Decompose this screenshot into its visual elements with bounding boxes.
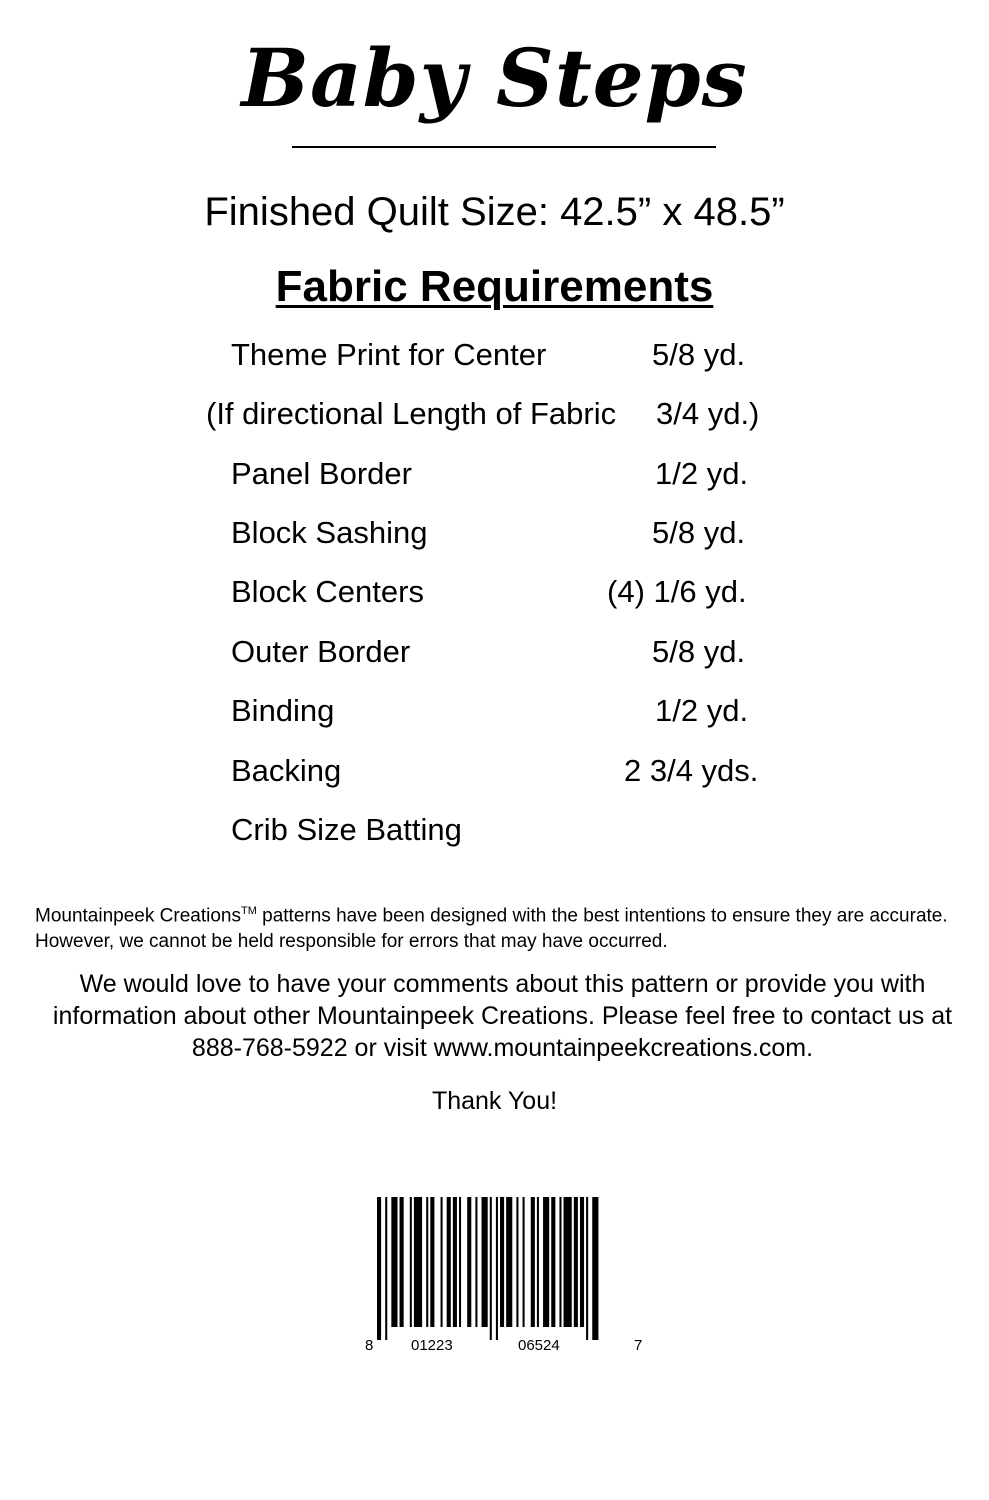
requirement-amount: 5/8 yd. [652, 337, 746, 372]
barcode-bar [506, 1197, 512, 1327]
brand-name: Mountainpeek Creations [35, 905, 241, 927]
pattern-title: Baby Steps [241, 31, 748, 125]
barcode-digit-last: 7 [634, 1337, 643, 1354]
barcode-bar [459, 1197, 461, 1327]
requirement-item: Crib Size Batting [231, 812, 462, 847]
barcode-bar [537, 1197, 539, 1327]
barcode-bar [426, 1197, 428, 1327]
fabric-requirements-heading: Fabric Requirements [275, 262, 714, 311]
requirement-item: Backing [231, 753, 342, 788]
barcode [365, 1197, 645, 1357]
barcode-bar [523, 1197, 525, 1327]
requirement-amount: 5/8 yd. [652, 634, 746, 669]
barcode-bar [467, 1197, 471, 1327]
requirement-item: Binding [231, 693, 335, 728]
barcode-bar [400, 1197, 404, 1327]
barcode-bar [377, 1197, 381, 1340]
requirement-amount: 2 3/4 yds. [624, 753, 759, 788]
barcode-digit-first: 8 [365, 1337, 374, 1354]
barcode-bar [551, 1197, 555, 1327]
barcode-bar [586, 1197, 588, 1340]
requirement-item: Panel Border [231, 456, 412, 491]
barcode-bar [447, 1197, 451, 1327]
barcode-bar [490, 1197, 492, 1340]
trademark-mark: TM [240, 905, 257, 917]
requirement-item: Block Sashing [231, 515, 428, 550]
barcode-bar [592, 1197, 598, 1340]
barcode-bar [475, 1197, 477, 1327]
requirement-item: Block Centers [231, 574, 424, 609]
barcode-bar [500, 1197, 504, 1327]
finished-size: Finished Quilt Size: 42.5” x 48.5” [204, 190, 785, 234]
thank-you: Thank You! [431, 1087, 558, 1115]
barcode-bar [559, 1197, 561, 1327]
barcode-bar [564, 1197, 572, 1327]
requirement-amount: 1/2 yd. [655, 456, 749, 491]
requirement-amount: 5/8 yd. [652, 515, 746, 550]
barcode-bar [385, 1197, 387, 1340]
barcode-bar [531, 1197, 535, 1327]
barcode-bar [430, 1197, 434, 1327]
barcode-bar [453, 1197, 457, 1327]
disclaimer [35, 898, 975, 955]
requirement-item: (If directional Length of Fabric [206, 396, 617, 431]
requirement-amount: 3/4 yd.) [656, 396, 760, 431]
barcode-bar [580, 1197, 584, 1327]
requirement-item: Theme Print for Center [231, 337, 547, 372]
barcode-bar [516, 1197, 518, 1327]
contact-paragraph: We would love to have your comments about this pattern or provide you with information about other Mountainpeek Creations. Please feel free to contact us at 888-768-5922 or visit www.mountainpeekcreations.com. [52, 970, 953, 1062]
barcode-bar [482, 1197, 488, 1327]
barcode-bar [496, 1197, 498, 1340]
barcode-bar [543, 1197, 549, 1327]
disclaimer-text: patterns have been designed with the best intentions to ensure they are accurate. However, we cannot be held responsible for errors that may have occurred. [35, 905, 948, 953]
barcode-bar [574, 1197, 578, 1327]
barcode-bar [391, 1197, 397, 1327]
barcode-bar [414, 1197, 422, 1327]
title-underline [292, 146, 716, 148]
requirement-item: Outer Border [231, 634, 411, 669]
barcode-bar [441, 1197, 443, 1327]
requirement-amount: (4) 1/6 yd. [607, 574, 747, 609]
requirement-amount: 1/2 yd. [655, 693, 749, 728]
barcode-bar [410, 1197, 412, 1327]
barcode-group-left: 01223 [411, 1337, 453, 1354]
barcode-bars [377, 1197, 598, 1340]
barcode-group-right: 06524 [518, 1337, 560, 1354]
